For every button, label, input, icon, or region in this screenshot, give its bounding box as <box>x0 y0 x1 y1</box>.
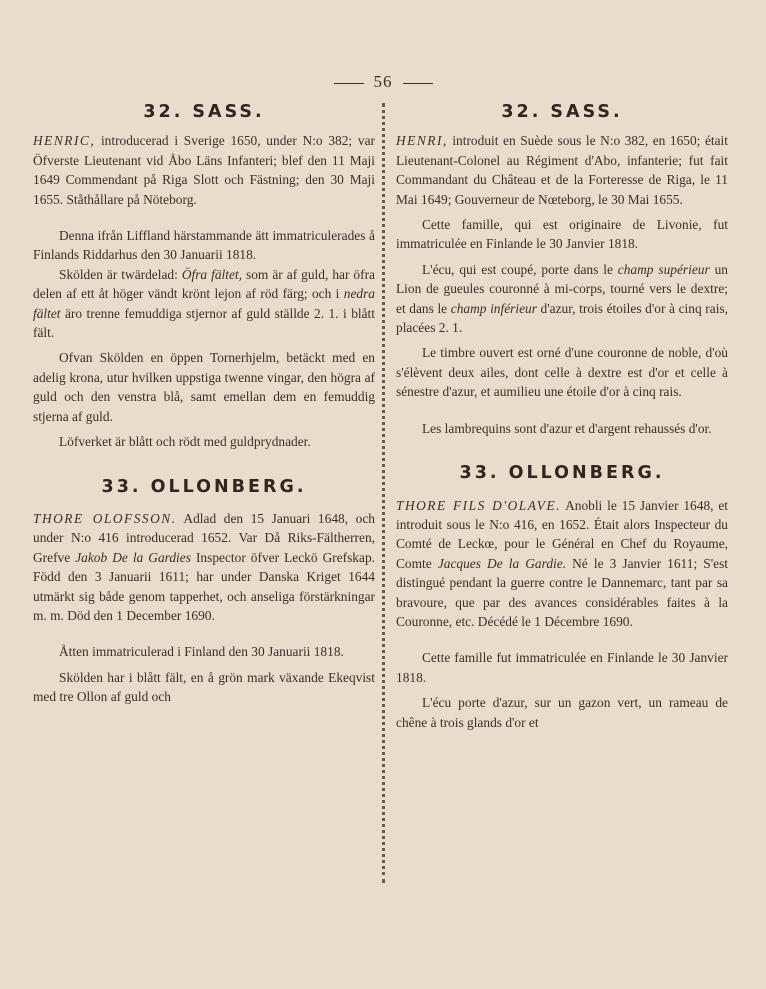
section-32-mantling-fr: Les lambrequins sont d'azur et d'argent rehaussés d'or. <box>422 420 712 436</box>
section-32-mantling-sv: Löfverket är blått och rödt med guldprydnader. <box>59 434 311 450</box>
section-32-shield-fr: L'écu, qui est coupé, porte dans le champ supérieur un Lion de gueules couronné à mi-corps, tourné vers le dextre; et dans le champ inférieur d'azur, trois étoiles d'or à cinq rais, placées 2. 1. <box>396 261 729 336</box>
section-33-immatriculation-sv: Åtten immatriculerad i Finland den 30 Januarii 1818. <box>59 644 344 660</box>
section-32-immatriculation-sv: Denna ifrån Liffland härstammande ätt immatriculerades å Finlands Riddarhus den 30 Januarii 1818. <box>33 228 375 263</box>
section-33-heading-fr: 33. OLLONBERG. <box>459 463 665 484</box>
section-32-heading-sv: 32. SASS. <box>143 102 265 122</box>
section-32-helmet-sv: Ofvan Skölden en öppen Tornerhjelm, betäckt med en adelig krona, utur hvilken uppstiga twenne vingar, den högra af guld och den venstra blå, samt emellan dem en femuddig stjerna af guld. <box>33 350 375 424</box>
section-32-intro-fr: HENRI, introduit en Suède sous le N:o 382, en 1650; était Lieutenant-Colonel au Régiment d'Abo, infanterie; fut fait Commandant du Château et de la Forteresse de Riga, le 11 Mai 1649; Gouverneur de Nœteborg, le 30 Mai 1655. <box>396 133 728 207</box>
column-divider <box>382 103 385 883</box>
section-32-immatriculation-fr: Cette famille, qui est originaire de Livonie, fut immatriculée en Finlande le 30 Janvier 1818. <box>396 217 728 252</box>
section-32-helmet-fr: Le timbre ouvert est orné d'une couronne de noble, d'où s'élèvent deux ailes, dont celle à dextre est d'or et celle à sénestre d'azur, et aumilieu une étoile d'or à cinq rais. <box>396 345 728 400</box>
section-33-immatriculation-fr: Cette famille fut immatriculée en Finlande le 30 Janvier 1818. <box>396 650 728 685</box>
page-number: 56 <box>0 72 766 92</box>
section-33-shield-sv: Skölden har i blått fält, en å grön mark växande Ekeqvist med tre Ollon af guld och <box>33 669 375 705</box>
french-column <box>396 103 728 732</box>
section-33-shield-fr: L'écu porte d'azur, sur un gazon vert, un rameau de chêne à trois glands d'or et <box>396 695 728 730</box>
swedish-column <box>33 103 375 707</box>
section-32-heading-fr: 32. SASS. <box>501 102 623 122</box>
section-33-heading-sv: 33. OLLONBERG. <box>101 476 307 497</box>
section-32-intro-sv: HENRIC, introducerad i Sverige 1650, under N:o 382; var Öfverste Lieutenant vid Åbo Läns Infanteri; blef den 11 Maji 1649 Commendant på Riga Slott och Fästning; den 30 Maji 1655. Ståthållare på Nöteborg. <box>33 133 375 207</box>
section-32-shield-sv: Skölden är twärdelad: Öfra fältet, som är af guld, har öfra delen af ett åt höger vändt krönt lejon af röd färg; och i nedra fältet äro trenne femuddiga stjernor af guld ställde 2. 1. i blått fält. <box>33 266 375 341</box>
section-33-intro-sv: THORE OLOFSSON. Adlad den 15 Januari 1648, och under N:o 416 introducerad 1652. Var Då Riks-Fältherren, Grefve Jakob De la Gardies Inspector öfver Leckö Grefskap. Född den 3 Januarii 1611; har under Danska Kriget 1644 utmärkt sig både genom tapperhet, och anseliga förstärkningar m. m. Död den 1 December 1690. <box>33 510 375 623</box>
section-33-intro-fr: THORE FILS D'OLAVE. Anobli le 15 Janvier 1648, et introduit sous le N:o 416, en 1652. Était alors Inspecteur du Comté de Leckœ, pour le Général en Chef du Royaume, Comte Jacques De la Gardie. Né le 3 Janvier 1611; S'est distingué pendant la guerre contre le Dannemarc, tant par sa bravoure, que par des avances considérables faites à la Couronne, etc. Décédé le 1 Décembre 1690. <box>396 497 728 629</box>
